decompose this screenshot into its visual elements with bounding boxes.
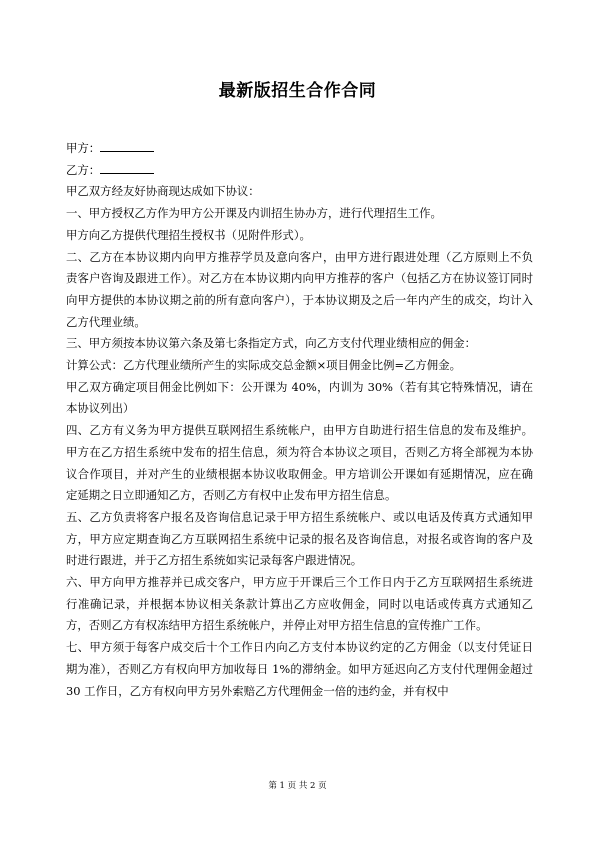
paragraph: 二、乙方在本协议期内向甲方推荐学员及意向客户，由甲方进行跟进处理（乙方原则上不负责客户咨询及跟进工作）。对乙方在本协议期内向甲方推荐的客户（包括乙方在协议签订同时向甲方提供的本协议期之前的所有意向客户），于本协议期及之后一年内产生的成交，均计入乙方代理业绩。 — [66, 249, 533, 329]
paragraph: 计算公式：乙方代理业绩所产生的实际成交总金额×项目佣金比例=乙方佣金。 — [66, 358, 461, 373]
party-b-blank — [100, 161, 154, 174]
paragraph: 三、甲方须按本协议第六条及第七条指定方式，向乙方支付代理业绩相应的佣金： — [66, 336, 477, 351]
party-a-blank — [100, 139, 154, 152]
paragraph: 一、甲方授权乙方作为甲方公开课及内训招生协办方，进行代理招生工作。 — [66, 206, 442, 221]
paragraph: 七、甲方须于每客户成交后十个工作日内向乙方支付本协议约定的乙方佣金（以支付凭证日期为准），否则乙方有权向甲方加收每日 1%的滞纳金。如甲方延迟向乙方支付代理佣金超过 30 工作日，乙方有权向甲方另外索赔乙方代理佣金一倍的违约金，并有权中 — [66, 640, 533, 698]
paragraph: 甲乙双方经友好协商现达成如下协议： — [66, 184, 260, 199]
document-body — [66, 138, 533, 702]
party-b-line — [66, 160, 533, 182]
paragraph: 甲乙双方确定项目佣金比例如下：公开课为 40%，内训为 30%（若有其它特殊情况，请在本协议列出） — [66, 379, 533, 416]
paragraph: 甲方向乙方提供代理招生授权书（见附件形式）。 — [66, 227, 311, 242]
party-a-label: 甲方： — [66, 141, 101, 155]
document-title: 最新版招生合作合同 — [218, 81, 377, 101]
paragraph: 五、乙方负责将客户报名及咨询信息记录于甲方招生系统帐户、或以电话及传真方式通知甲方，甲方应定期查询乙方互联网招生系统中记录的报名及咨询信息，对报名或咨询的客户及时进行跟进，并于乙方招生系统如实记录每客户跟进情况。 — [66, 509, 533, 568]
page-number: 第 1 页 共 2 页 — [268, 781, 327, 791]
party-a-line — [66, 138, 533, 160]
paragraph: 六、甲方向甲方推荐并已成交客户，甲方应于开课后三个工作日内于乙方互联网招生系统进行准确记录，并根据本协议相关条款计算出乙方应收佣金，同时以电话或传真方式通知乙方，否则乙方有权冻结甲方招生系统帐户，并停止对甲方招生信息的宣传推广工作。 — [66, 575, 533, 633]
paragraph: 四、乙方有义务为甲方提供互联网招生系统帐户，由甲方自助进行招生信息的发布及维护。甲方在乙方招生系统中发布的招生信息，须为符合本协议之项目，否则乙方将全部视为本协议合作项目，并对产生的业绩根据本协议收取佣金。甲方培训公开课如有延期情况，应在确定延期之日立即通知乙方，否则乙方有权中止发布甲方招生信息。 — [66, 423, 533, 503]
party-b-label: 乙方： — [66, 162, 101, 177]
